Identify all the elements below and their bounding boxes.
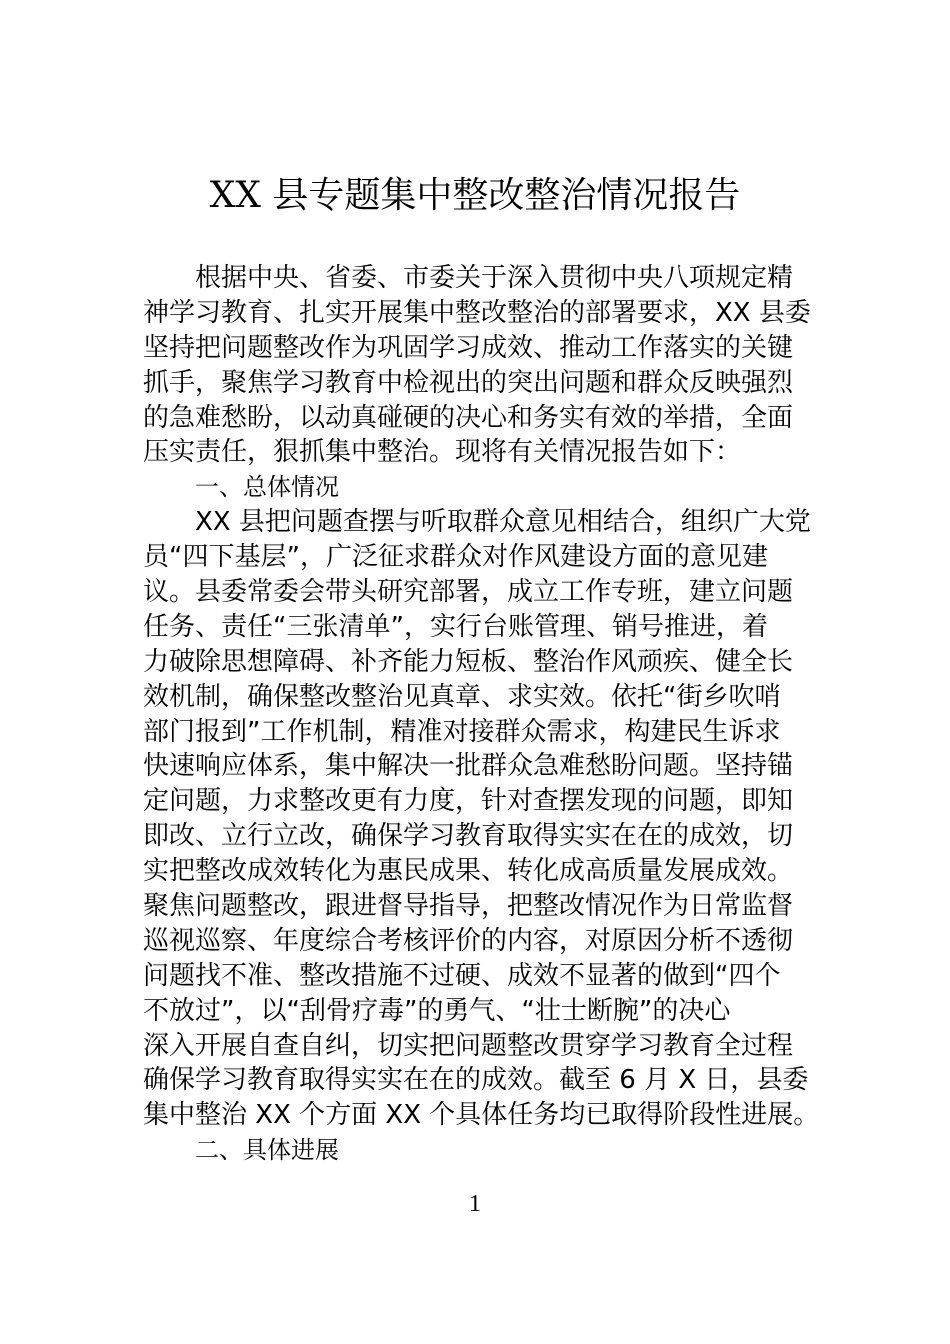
paragraph-line: 不放过”，以“刮骨疗毒”的勇气、“壮士断腕”的决心 [143, 995, 731, 1026]
paragraph-line: 坚持把问题整改作为巩固学习成效、推动工作落实的关键 [143, 332, 794, 363]
paragraph-line: 确保学习教育取得实实在在的成效。截至 6 月 X 日，县委 [143, 1065, 809, 1096]
paragraph-line: 员“四下基层”，广泛征求群众对作风建设方面的意见建 [143, 542, 768, 573]
paragraph-line: 深入开展自查自纠，切实把问题整改贯穿学习教育全过程 [143, 1030, 794, 1061]
paragraph-line: 部门报到”工作机制，精准对接群众需求，构建民生诉求 [143, 716, 781, 747]
paragraph-line: 任务、责任“三张清单”，实行台账管理、销号推进，着 [143, 611, 768, 642]
paragraph-line: 实把整改成效转化为惠民成果、转化成高质量发展成效。 [143, 856, 794, 887]
paragraph-line: 抓手，聚焦学习教育中检视出的突出问题和群众反映强烈 [143, 367, 794, 398]
paragraph-line: 力破除思想障碍、补齐能力短板、整治作风顽疾、健全长 [143, 646, 794, 677]
section-heading: 一、总体情况 [195, 473, 339, 502]
document-title: XX 县专题集中整改整治情况报告 [209, 175, 741, 216]
paragraph-line: 巡视巡察、年度综合考核评价的内容，对原因分析不透彻 [143, 925, 794, 956]
paragraph-line: 效机制，确保整改整治见真章、求实效。依托“街乡吹哨 [143, 681, 781, 712]
paragraph-line: 问题找不准、整改措施不过硬、成效不显著的做到“四个 [143, 960, 781, 991]
paragraph-line: XX 县把问题查摆与听取群众意见相结合，组织广大党 [195, 507, 811, 538]
paragraph-line: 神学习教育、扎实开展集中整改整治的部署要求，XX 县委 [143, 297, 811, 328]
paragraph-line: 聚焦问题整改，跟进督导指导，把整改情况作为日常监督 [143, 891, 794, 922]
paragraph-line: 的急难愁盼，以动真碰硬的决心和务实有效的举措，全面 [143, 402, 794, 433]
section-heading: 二、具体进展 [195, 1136, 339, 1165]
paragraph-line: 压实责任，狠抓集中整治。现将有关情况报告如下： [143, 437, 742, 468]
paragraph-line: 根据中央、省委、市委关于深入贯彻中央八项规定精 [195, 263, 794, 293]
paragraph-line: 定问题，力求整改更有力度，针对查摆发现的问题，即知 [143, 786, 794, 817]
page-number: 1 [469, 1191, 481, 1217]
paragraph-line: 议。县委常委会带头研究部署，成立工作专班，建立问题 [143, 577, 794, 608]
document-body [143, 261, 823, 1168]
paragraph-line: 集中整治 XX 个方面 XX 个具体任务均已取得阶段性进展。 [143, 1100, 820, 1131]
paragraph-line: 快速响应体系，集中解决一批群众急难愁盼问题。坚持锚 [143, 751, 794, 782]
paragraph-line: 即改、立行立改，确保学习教育取得实实在在的成效，切 [143, 821, 794, 852]
